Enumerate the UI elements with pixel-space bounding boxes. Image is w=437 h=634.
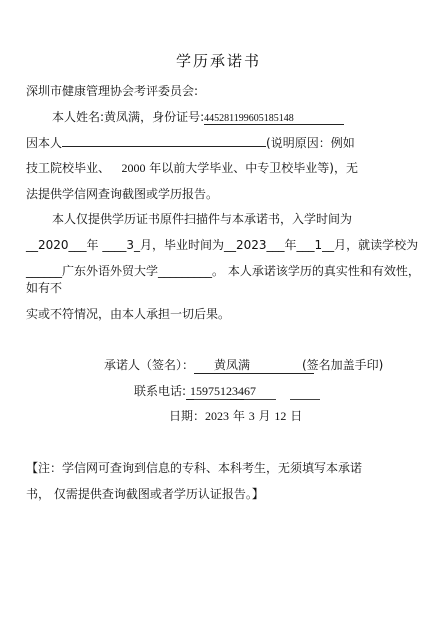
phone-underline-2: [244, 399, 276, 400]
reason-suffix: (说明原因：例如: [266, 136, 355, 150]
date-month: 3: [248, 409, 255, 423]
name-line: [52, 108, 344, 125]
date-year-unit: 年: [232, 409, 245, 423]
enrollment-year: __2020___年: [26, 238, 99, 252]
phone-label: 联系电话:: [134, 384, 187, 398]
date-label: 日期：: [169, 409, 206, 423]
reason-example-b: 年以前大学毕业、中专卫校毕业等)，无: [149, 161, 358, 175]
paragraph2-line5: 实或不符情况，由本人承担一切后果。: [26, 307, 231, 321]
reason-line: [26, 133, 355, 151]
reason-prefix: 因本人: [26, 136, 63, 150]
school-name: ______广东外语外贸大学_________。: [26, 264, 225, 278]
name-label: 本人姓名:: [52, 110, 105, 124]
phone-underline-3: [290, 399, 320, 400]
reason-examples-line: [26, 159, 358, 176]
reason-blank: [62, 133, 266, 147]
signer-line: [104, 356, 314, 374]
school-line: [26, 262, 420, 279]
id-label: ，身份证号:: [140, 110, 205, 124]
addressee: 深圳市健康管理协会考评委员会:: [26, 84, 199, 98]
signer-label: 承诺人（签名）：: [104, 358, 195, 372]
reason-end-line: 法提供学信网查询截图或学历报告。: [26, 187, 219, 201]
note-line2: 书， 仅需提供查询截图或者学历认证报告。】: [26, 487, 264, 501]
phone-underline-1: [194, 399, 230, 400]
phone-number: 15975123467: [186, 384, 254, 400]
date-day: 12: [274, 409, 287, 423]
sign-note: (签名加盖手印): [302, 358, 384, 372]
signer-name: 黄凤满: [194, 356, 314, 374]
reason-example-a: 技工院校毕业、: [26, 161, 111, 175]
note-line1: 【注：学信网可查询到信息的专科、本科考生，无须填写本承诺: [26, 461, 363, 475]
date-line: [169, 407, 302, 424]
applicant-name: 黄凤满: [104, 110, 141, 124]
enrollment-rest: ____3_月，毕业时间为__2023___年___1__月，就读学校为: [102, 238, 419, 252]
authenticity-promise: 本人承诺该学历的真实性和有效性，: [227, 264, 420, 278]
id-number: 445281199605185148: [204, 113, 344, 125]
document-title: 学历承诺书: [175, 52, 261, 70]
paragraph2-line1: 本人仅提供学历证书原件扫描件与本承诺书，入学时间为: [52, 212, 353, 226]
enrollment-line: [26, 236, 418, 253]
date-month-unit: 月: [258, 409, 271, 423]
reason-example-year: 2000: [121, 161, 146, 175]
paragraph2-line4: 如有不: [26, 281, 63, 295]
date-year: 2023: [205, 409, 230, 423]
phone-line: [134, 382, 257, 400]
date-day-unit: 日: [290, 409, 303, 423]
